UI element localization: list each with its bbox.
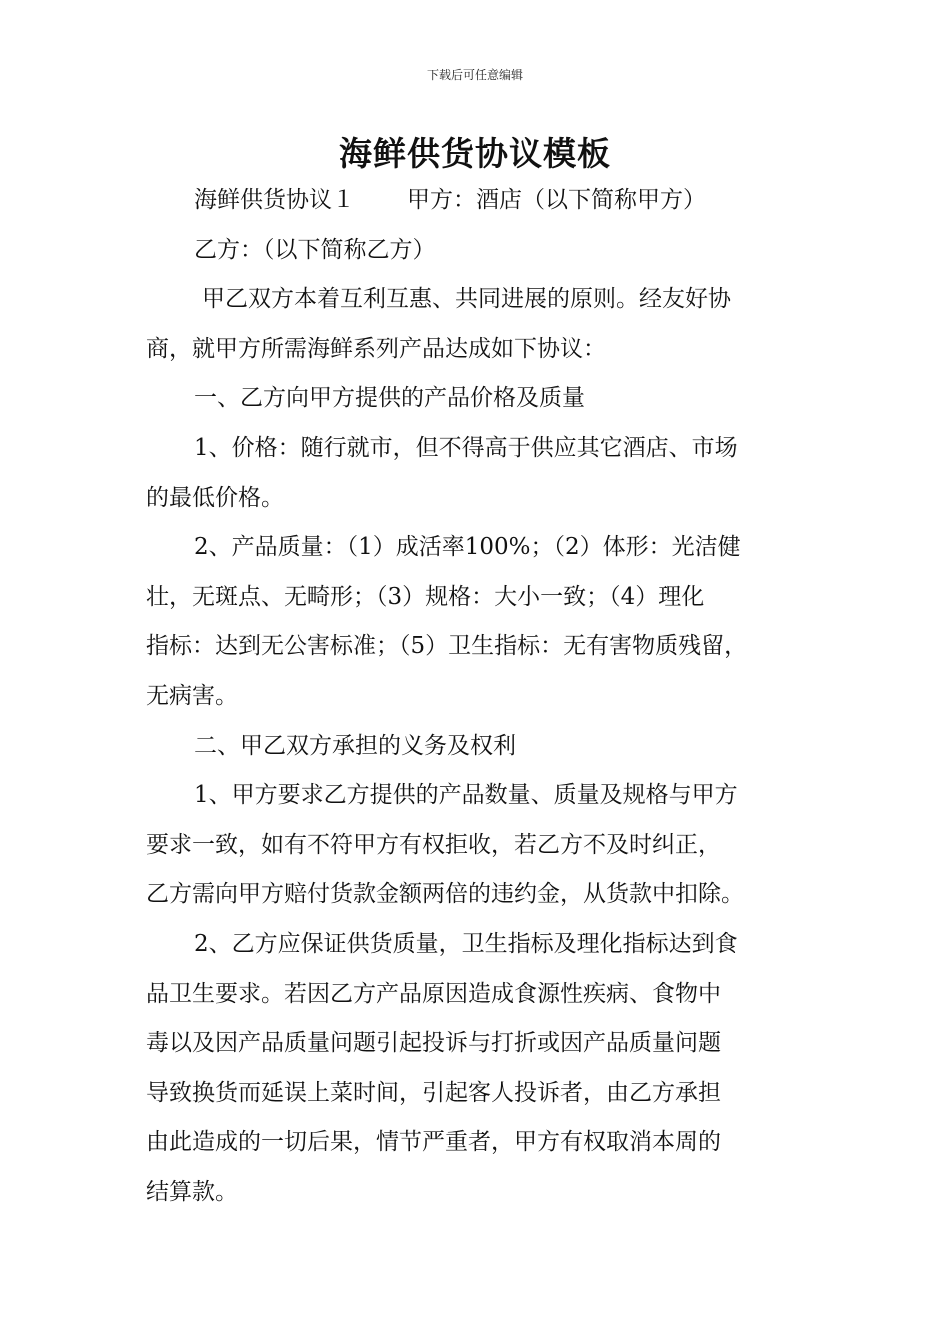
paragraph-line: 品卫生要求。若因乙方产品原因造成食源性疾病、食物中 [146,980,721,1007]
paragraph-line: 2、产品质量：（1）成活率100%；（2）体形：光洁健 [194,534,741,561]
agreement-number: 海鲜供货协议１ [194,187,355,213]
paragraph-line: 导致换货而延误上菜时间，引起客人投诉者，由乙方承担 [146,1079,721,1106]
section-heading: 二、甲乙双方承担的义务及权利 [194,732,516,759]
paragraph-line: 1、甲方要求乙方提供的产品数量、质量及规格与甲方 [194,782,738,809]
intro-line-parties-a [146,176,812,226]
paragraph-line: 毒以及因产品质量问题引起投诉与打折或因产品质量问题 [146,1030,721,1057]
paragraph-line: 结算款。 [146,1178,238,1205]
paragraph-line: 乙方需向甲方赔付货款金额两倍的违约金，从货款中扣除。 [146,881,744,908]
paragraph-line: 无病害。 [146,682,238,709]
section-heading: 一、乙方向甲方提供的产品价格及质量 [194,385,585,412]
paragraph-line: 甲乙双方本着互利互惠、共同进展的原则。经友好协 [202,286,731,313]
header-note: 下载后可任意编辑 [426,68,523,82]
document-body [146,176,812,1217]
paragraph-line: 要求一致，如有不符甲方有权拒收，若乙方不及时纠正， [146,831,721,858]
paragraph-line: 由此造成的一切后果，情节严重者，甲方有权取消本周的 [146,1129,721,1156]
party-a: 甲方：酒店（以下简称甲方） [407,187,706,213]
paragraph-line: 壮，无斑点、无畸形；（3）规格：大小一致；（4）理化 [146,583,705,610]
document-title: 海鲜供货协议模板 [339,134,611,173]
paragraph-line: 2、乙方应保证供货质量，卫生指标及理化指标达到食 [194,930,738,957]
party-b: 乙方：（以下简称乙方） [194,236,436,263]
paragraph-line: 商，就甲方所需海鲜系列产品达成如下协议： [146,335,606,362]
paragraph-line: 1、价格：随行就市，但不得高于供应其它酒店、市场 [194,434,738,461]
paragraph-line: 的最低价格。 [146,484,284,511]
intro-line-party-b [146,226,812,276]
paragraph-line: 指标：达到无公害标准；（5）卫生指标：无有害物质残留， [146,633,748,660]
